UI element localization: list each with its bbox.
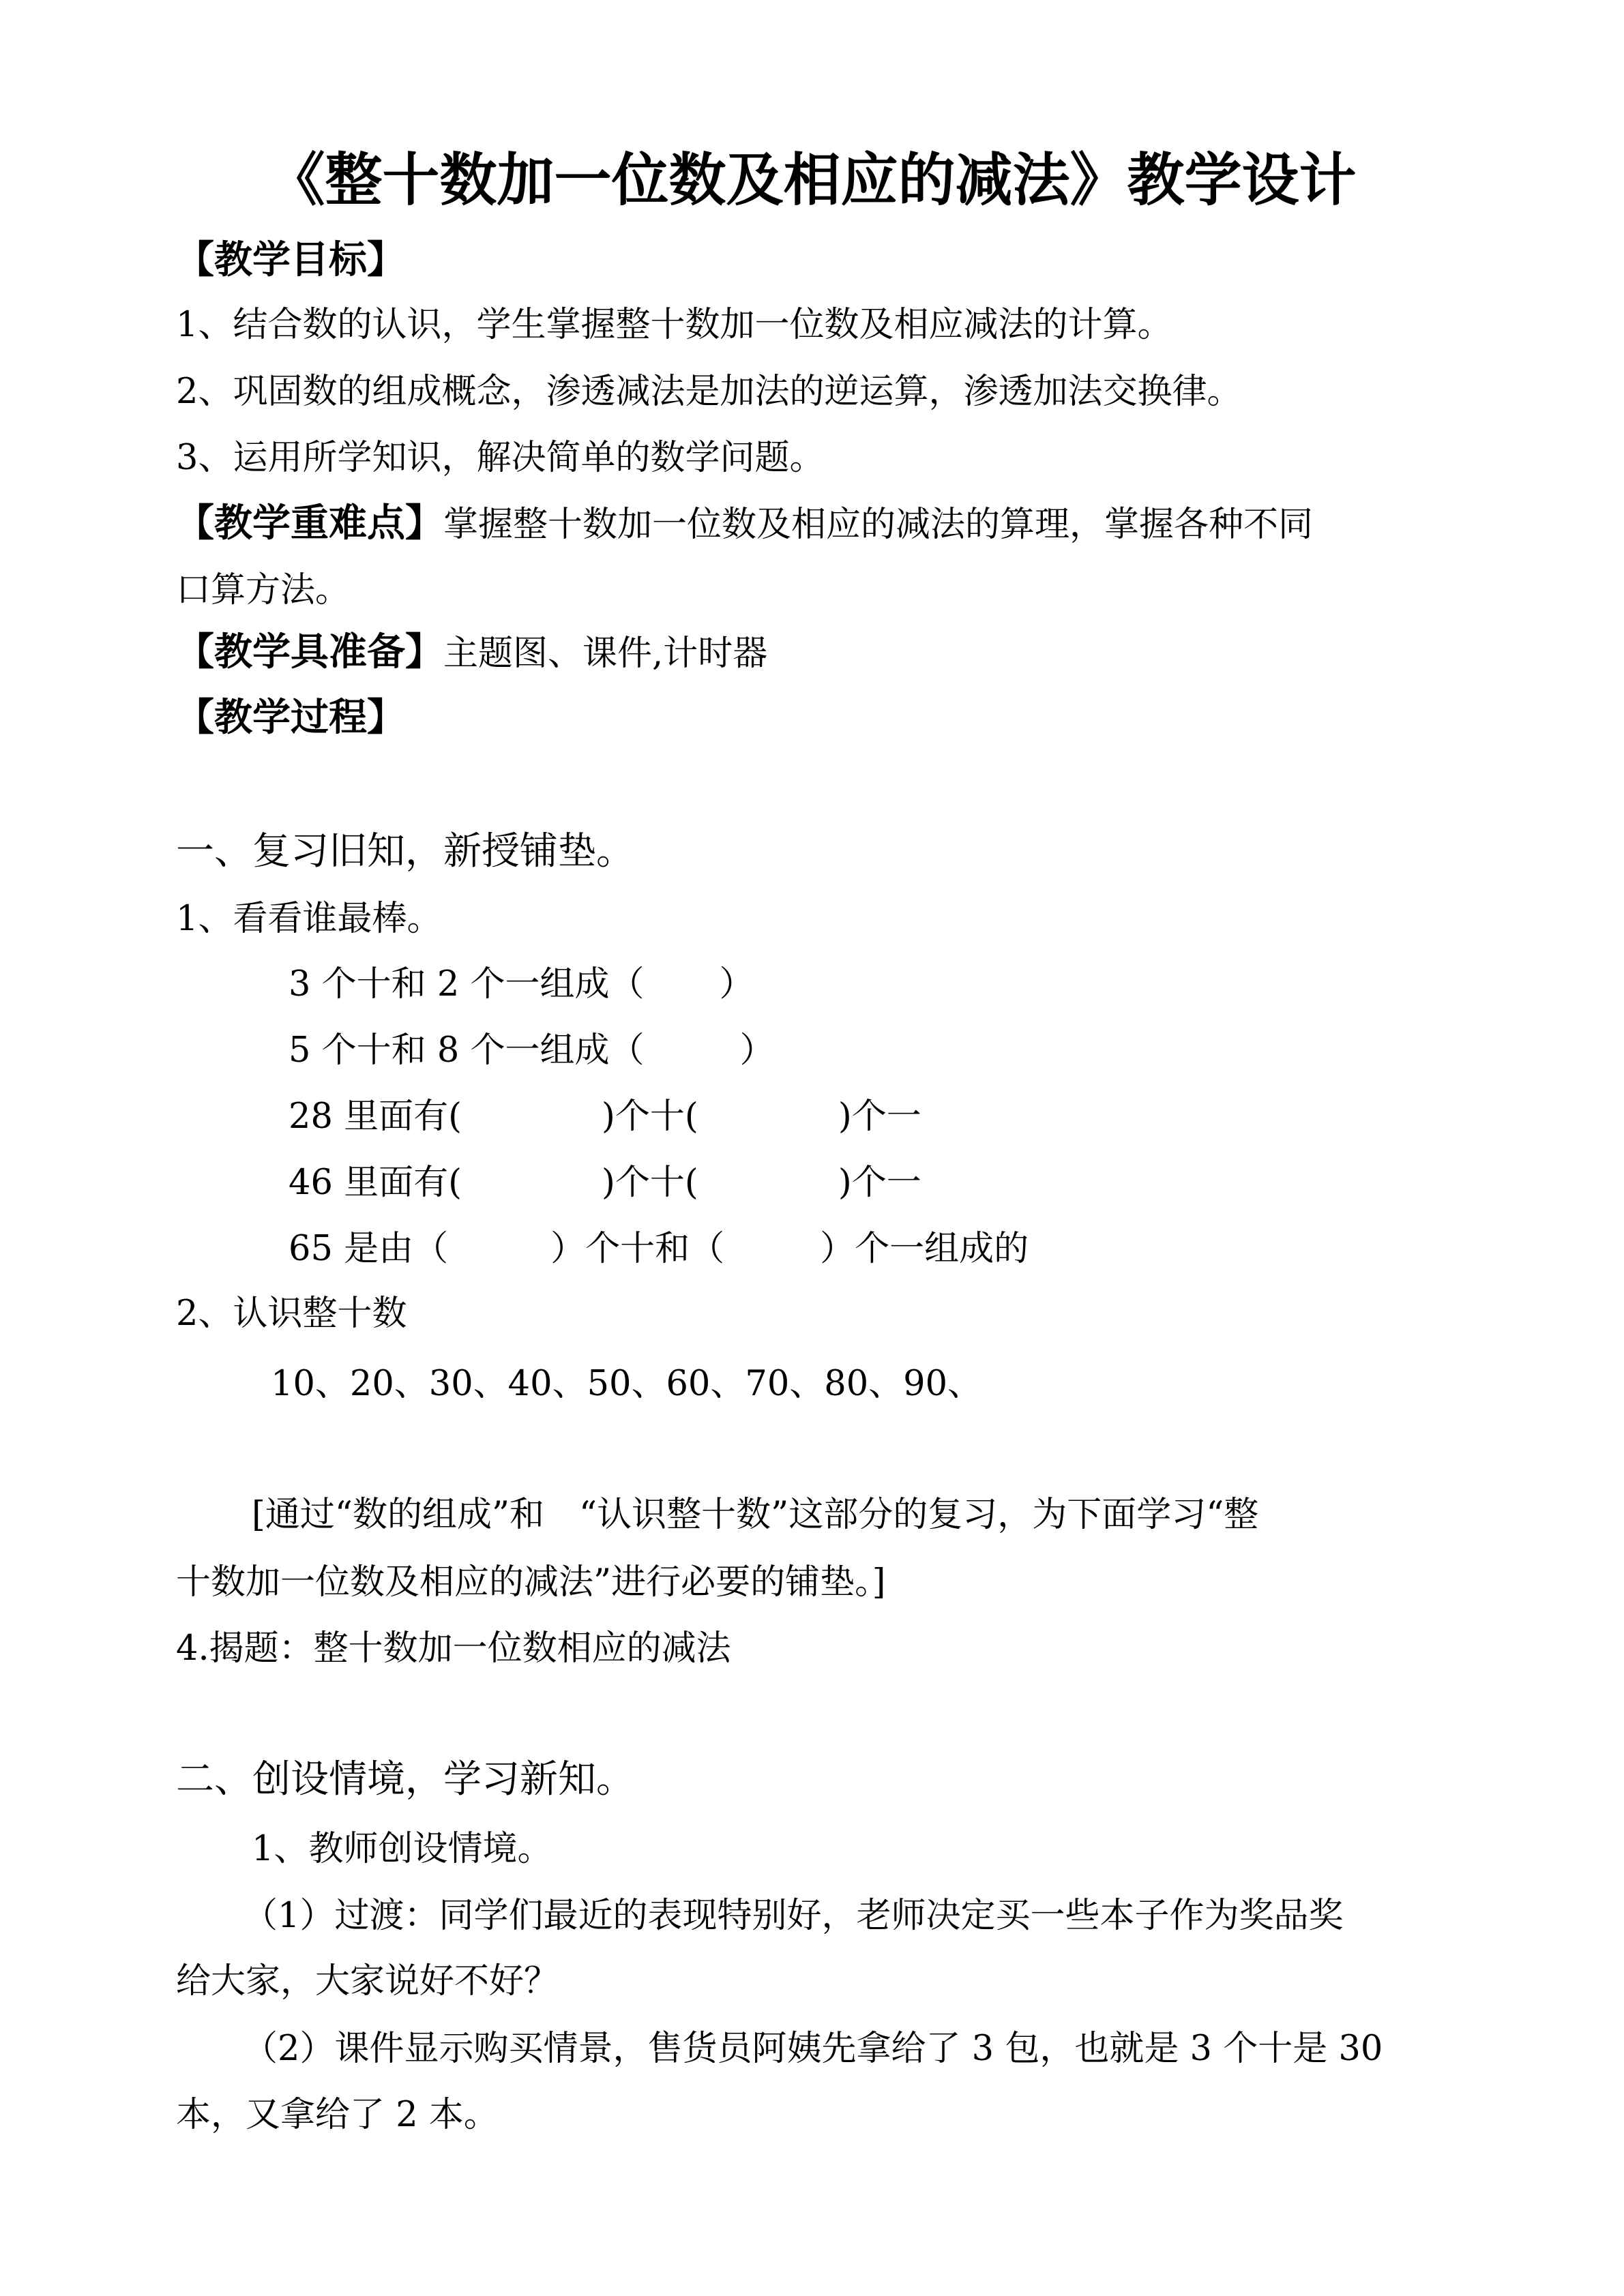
exercise-text: )个十( <box>602 1163 698 1203</box>
exercise-text: ） <box>739 1030 775 1071</box>
section1-sub2: 2、认识整十数 <box>176 1294 407 1334</box>
note-text: [通过“数的组成”和 “认识整十数”这部分的复习，为下面学习“整 <box>252 1495 1259 1535</box>
section2-heading: 二、创设情境，学习新知。 <box>176 1757 634 1802</box>
exercise-row <box>289 964 754 1004</box>
objective-item: 2、巩固数的组成概念，渗透减法是加法的逆运算，渗透加法交换律。 <box>176 372 1242 412</box>
exercise-text: )个一 <box>838 1097 921 1137</box>
paragraph-continued: 给大家，大家说好不好？ <box>176 1961 559 2001</box>
exercise-text: 3 个十和 2 个一组成（ <box>289 964 645 1004</box>
key-points-line <box>176 501 1314 546</box>
key-points-heading: 【教学重难点】 <box>176 501 443 546</box>
objective-item: 1、结合数的认识，学生掌握整十数加一位数及相应减法的计算。 <box>176 305 1172 345</box>
exercise-text: ）个十和（ <box>550 1229 725 1269</box>
preparation-heading: 【教学具准备】 <box>176 630 443 674</box>
objectives-heading: 【教学目标】 <box>176 238 405 282</box>
tens-list: 10、20、30、40、50、60、70、80、90、 <box>271 1364 983 1404</box>
section1-sub1: 1、看看谁最棒。 <box>176 899 442 939</box>
note-text-continued: 十数加一位数及相应的减法”进行必要的铺垫。] <box>176 1562 886 1602</box>
exercise-text: 28 里面有( <box>289 1097 462 1137</box>
exercise-row <box>289 1163 921 1203</box>
exercise-text: 5 个十和 8 个一组成（ <box>289 1030 645 1071</box>
exercise-row <box>289 1097 921 1137</box>
key-points-text-continued: 口算方法。 <box>176 570 351 610</box>
exercise-text: ） <box>719 964 754 1004</box>
process-heading: 【教学过程】 <box>176 696 405 740</box>
exercise-row <box>289 1030 775 1071</box>
section2-sub1: 1、教师创设情境。 <box>252 1829 552 1869</box>
exercise-text: ）个一组成的 <box>820 1229 1029 1269</box>
key-points-text: 掌握整十数加一位数及相应的减法的算理，掌握各种不同 <box>443 505 1314 545</box>
objective-item: 3、运用所学知识，解决简单的数学问题。 <box>176 438 825 478</box>
document-title: 《整十数加一位数及相应的减法》教学设计 <box>267 147 1357 213</box>
paragraph: （2）课件显示购买情景，售货员阿姨先拿给了 3 包，也就是 3 个十是 30 <box>243 2029 1383 2069</box>
section1-heading: 一、复习旧知，新授铺垫。 <box>176 829 634 874</box>
exercise-text: 46 里面有( <box>289 1163 462 1203</box>
paragraph-continued: 本，又拿给了 2 本。 <box>176 2095 499 2135</box>
exercise-text: )个十( <box>602 1097 698 1137</box>
exercise-text: 65 是由（ <box>289 1229 449 1269</box>
exercise-text: )个一 <box>838 1163 921 1203</box>
paragraph: （1）过渡：同学们最近的表现特别好，老师决定买一些本子作为奖品奖 <box>243 1896 1344 1936</box>
preparation-line <box>176 630 768 674</box>
exercise-row <box>289 1229 1029 1269</box>
reveal-topic: 4.揭题：整十数加一位数相应的减法 <box>176 1628 731 1669</box>
preparation-text: 主题图、课件,计时器 <box>443 633 768 674</box>
